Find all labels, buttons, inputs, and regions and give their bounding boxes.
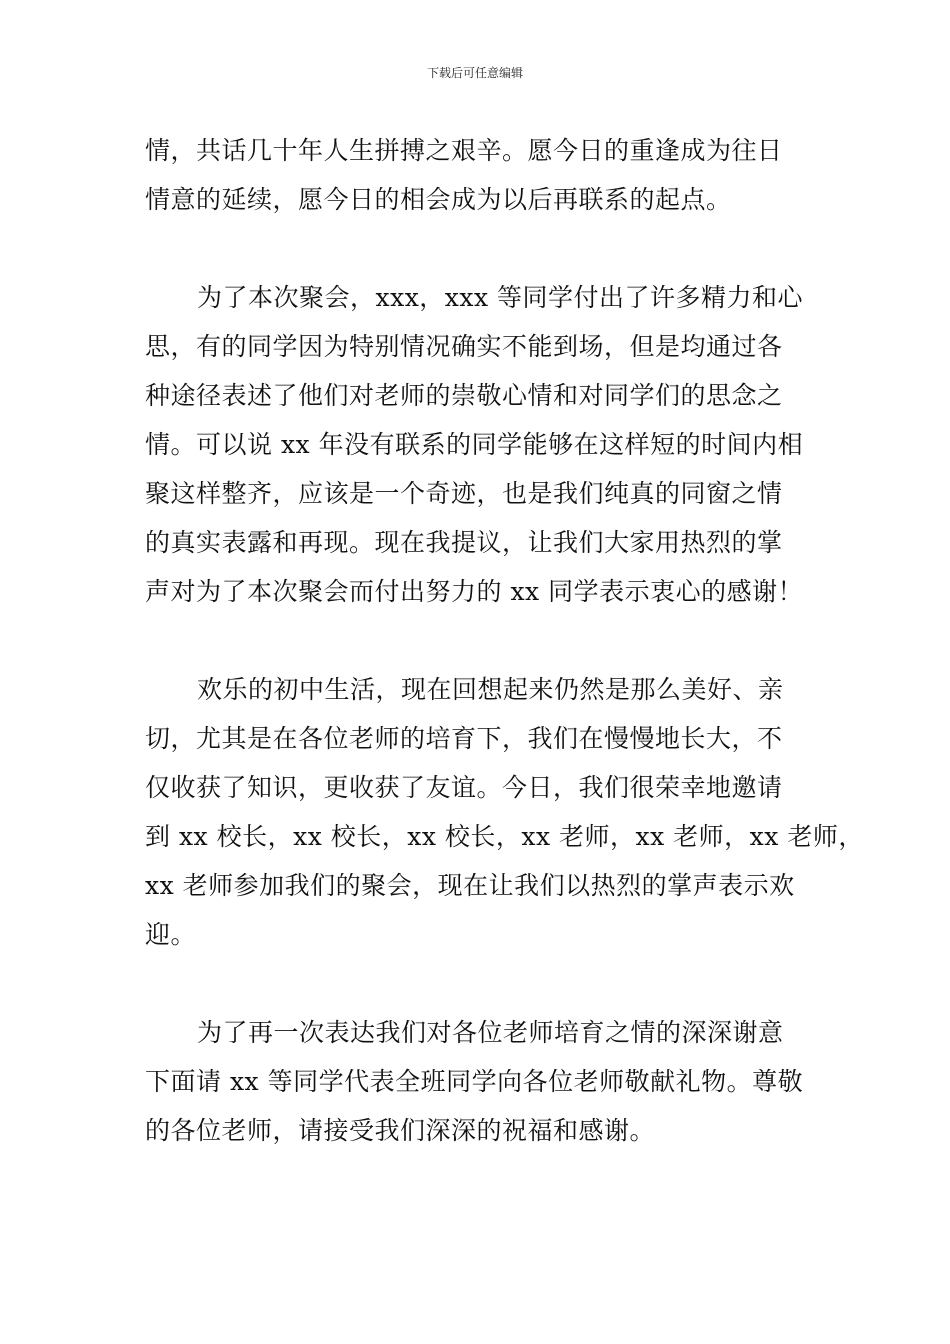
text-line: 声对为了本次聚会而付出努力的 xx 同学表示衷心的感谢！ (145, 577, 804, 606)
paragraph-2 (145, 273, 810, 616)
text-line: 情意的延续，愿今日的相会成为以后再联系的起点。 (145, 185, 732, 214)
text-line: 情。可以说 xx 年没有联系的同学能够在这样短的时间内相 (145, 430, 804, 459)
text-line: 迎。 (145, 920, 197, 949)
text-line: 下面请 xx 等同学代表全班同学向各位老师敬献礼物。尊敬 (145, 1067, 804, 1096)
text-line: 情，共话几十年人生拼搏之艰辛。愿今日的重逢成为往日 (145, 136, 783, 165)
text-line: 到 xx 校长，xx 校长，xx 校长，xx 老师，xx 老师，xx 老师， (145, 822, 864, 851)
page-header: 下载后可任意编辑 (426, 66, 523, 80)
text-line: 的各位老师，请接受我们深深的祝福和感谢。 (145, 1116, 656, 1145)
text-line: 思，有的同学因为特别情况确实不能到场，但是均通过各 (145, 332, 783, 361)
text-line: 为了本次聚会，xxx，xxx 等同学付出了许多精力和心 (197, 283, 804, 312)
text-line: xx 老师参加我们的聚会，现在让我们以热烈的掌声表示欢 (145, 871, 795, 900)
text-line: 切，尤其是在各位老师的培育下，我们在慢慢地长大，不 (145, 724, 783, 753)
text-line: 的真实表露和再现。现在我提议，让我们大家用热烈的掌 (145, 528, 783, 557)
text-line: 仅收获了知识，更收获了友谊。今日，我们很荣幸地邀请 (145, 773, 783, 802)
paragraph-3 (145, 665, 864, 959)
text-line: 种途径表述了他们对老师的崇敬心情和对同学们的思念之 (145, 381, 783, 410)
text-line: 欢乐的初中生活，现在回想起来仍然是那么美好、亲 (197, 675, 784, 704)
document-body (145, 126, 864, 1155)
text-line: 聚这样整齐，应该是一个奇迹，也是我们纯真的同窗之情 (145, 479, 783, 508)
paragraph-4 (145, 1008, 810, 1155)
text-line: 为了再一次表达我们对各位老师培育之情的深深谢意 (197, 1018, 784, 1047)
paragraph-1 (145, 126, 810, 224)
